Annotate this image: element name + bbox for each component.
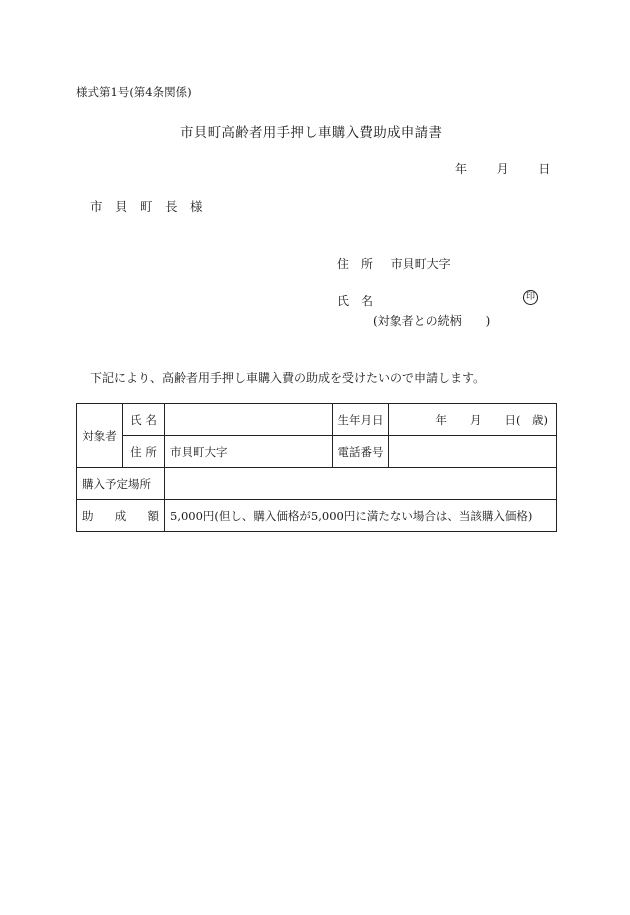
addressee: 市 貝 町 長 様: [90, 199, 203, 214]
application-statement: 下記により、高齢者用手押し車購入費の助成を受けたいので申請します。: [90, 371, 486, 385]
subsidy-label: [77, 500, 165, 532]
relation-note: (対象者との続柄 ): [373, 314, 491, 328]
name-field[interactable]: [165, 404, 333, 436]
purchase-place-label: 購入予定場所: [77, 468, 165, 500]
phone-field[interactable]: [389, 436, 557, 468]
subsidy-label-char: 額: [147, 508, 159, 523]
date-year: 年: [455, 162, 468, 176]
subject-label: 対象者: [77, 404, 123, 468]
table-row: [77, 500, 557, 532]
applicant-address-label: 住 所: [337, 257, 374, 271]
subsidy-label-char: 助: [82, 508, 94, 523]
seal-mark: 印: [523, 290, 538, 305]
application-table: [76, 403, 557, 532]
applicant-name: [337, 292, 373, 309]
applicant-name-label: 氏 名: [337, 294, 374, 308]
table-row: [77, 436, 557, 468]
phone-label: 電話番号: [333, 436, 389, 468]
address-field[interactable]: 市貝町大字: [165, 436, 333, 468]
table-row: [77, 404, 557, 436]
date-day: 日: [538, 162, 551, 176]
name-label: 氏 名: [123, 404, 165, 436]
subsidy-label-char: 成: [114, 508, 127, 523]
table-row: [77, 468, 557, 500]
form-number: 様式第1号(第4条関係): [76, 85, 192, 99]
applicant-address-value: 市貝町大字: [390, 257, 451, 271]
date-month: 月: [496, 162, 509, 176]
subsidy-value: 5,000円(但し、購入価格が5,000円に満たない場合は、当該購入価格): [165, 500, 557, 532]
address-label: 住 所: [123, 436, 165, 468]
purchase-place-field[interactable]: [165, 468, 557, 500]
birth-field[interactable]: 年 月 日( 歳): [389, 404, 557, 436]
applicant-address: [337, 255, 451, 272]
page-title: 市貝町高齢者用手押し車購入費助成申請書: [180, 125, 443, 141]
date-line: [455, 160, 550, 177]
birth-label: 生年月日: [333, 404, 389, 436]
